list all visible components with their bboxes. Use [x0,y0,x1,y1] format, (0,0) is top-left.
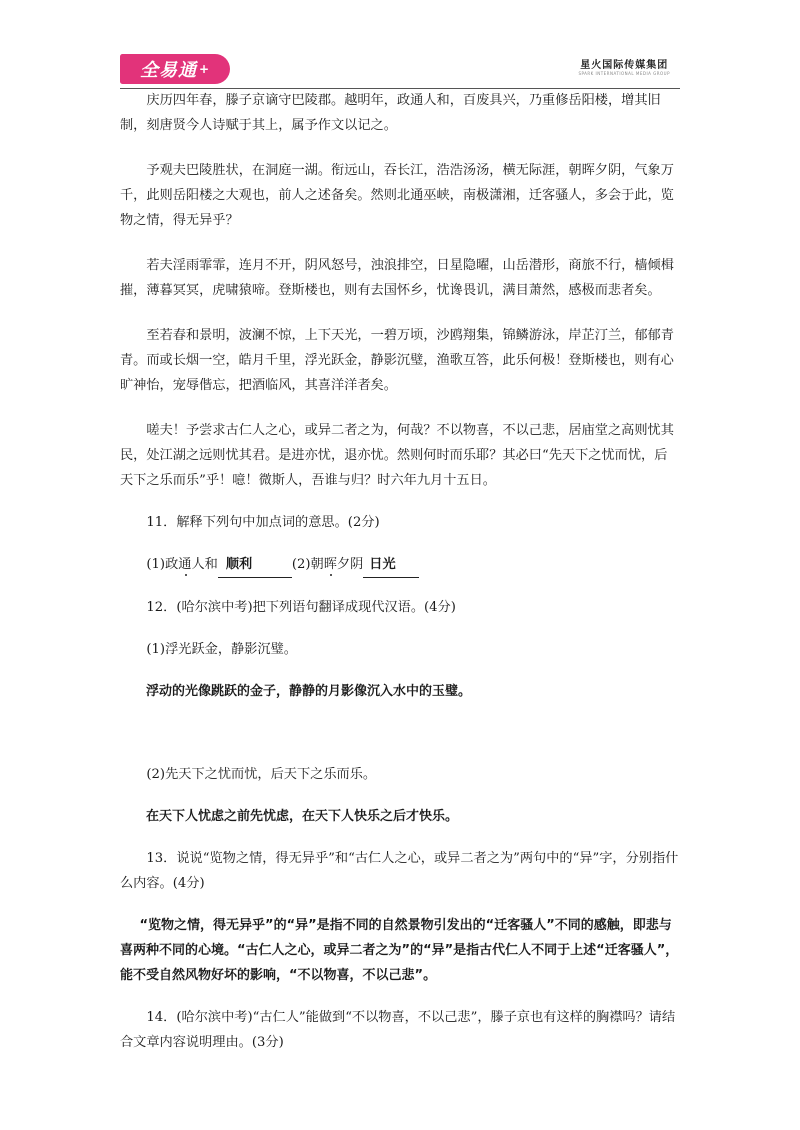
question-13-prompt: 13．说说“览物之情，得无异乎”和“古仁人之心，或异二者之为”两句中的“异”字，分别指什么内容。(4分) [120,851,679,891]
brand-logo [120,54,230,84]
q11-item1-dotted-word: 通 [178,557,192,572]
publisher-name: 星火国际传媒集团 [580,60,669,71]
question-13-answer: “览物之情，得无异乎”的“异”是指不同的自然景物引发出的“迁客骚人”不同的感触，即悲与喜两种不同的心境。“古仁人之心，或异二者之为”的“异”是指古代仁人不同于上述“迁客骚人”，能不受自然风物好坏的影响，“不以物喜，不以己悲”。 [120,918,679,983]
passage-paragraph-3: 若夫淫雨霏霏，连月不开，阴风怒号，浊浪排空，日星隐曜，山岳潜形，商旅不行，樯倾楫摧，薄暮冥冥，虎啸猿啼。登斯楼也，则有去国怀乡，忧谗畏讥，满目萧然，感极而悲者矣。 [120,258,674,298]
passage-paragraph-4: 至若春和景明，波澜不惊，上下天光，一碧万顷，沙鸥翔集，锦鳞游泳，岸芷汀兰，郁郁青青。而或长烟一空，皓月千里，浮光跃金，静影沉璧，渔歌互答，此乐何极！登斯楼也，则有心旷神怡，宠辱偕忘，把酒临风，其喜洋洋者矣。 [120,328,674,393]
passage-paragraph-2: 予观夫巴陵胜状，在洞庭一湖。衔远山，吞长江，浩浩汤汤，横无际涯，朝晖夕阴，气象万千，此则岳阳楼之大观也，前人之述备矣。然则北通巫峡，南极潇湘，迁客骚人，多会于此，览物之情，得无异乎？ [120,163,674,228]
q11-item1-post: 人和 [191,557,218,572]
logo-plus: + [198,62,211,76]
logo-text: 全易通 [139,60,197,81]
q11-item2-pre: (2)朝 [291,557,324,572]
question-12-answer-1: 浮动的光像跳跃的金子，静静的月影像沉入水中的玉璧。 [146,684,472,699]
q11-answer-2: 日光 [363,552,419,578]
question-12-sub-1: (1)浮光跃金，静影沉璧。 [146,642,297,657]
publisher-name-en: SPARK INTERNATIONAL MEDIA GROUP [578,71,670,76]
page-header [120,54,680,90]
q11-answer-1: 顺利 [218,552,292,578]
q11-item2-dotted-word: 晖 [323,557,337,572]
question-11-prompt: 11．解释下列句中加点词的意思。(2分) [146,515,380,530]
question-14-prompt: 14．(哈尔滨中考)“古仁人”能做到“不以物喜，不以己悲”，滕子京也有这样的胸襟吗？请结合文章内容说明理由。(3分) [120,1010,676,1050]
question-12-sub-2: (2)先天下之忧而忧，后天下之乐而乐。 [146,767,377,782]
question-11-items [120,552,680,578]
q11-item2-post: 夕阴 [336,557,364,572]
publisher-brand [578,56,670,76]
q11-item1-pre: (1)政 [146,557,179,572]
passage-paragraph-5: 嗟夫！予尝求古仁人之心，或异二者之为，何哉？不以物喜，不以己悲，居庙堂之高则忧其民，处江湖之远则忧其君。是进亦忧，退亦忧。然则何时而乐耶？其必曰“先天下之忧而忧，后天下之乐而乐”乎！噫！微斯人，吾谁与归？时六年九月十五日。 [120,423,674,488]
question-12-answer-2: 在天下人忧虑之前先忧虑，在天下人快乐之后才快乐。 [146,809,459,824]
passage-paragraph-1: 庆历四年春，滕子京谪守巴陵郡。越明年，政通人和，百废具兴，乃重修岳阳楼，增其旧制，刻唐贤今人诗赋于其上，属予作文以记之。 [120,93,661,133]
question-12-prompt: 12．(哈尔滨中考)把下列语句翻译成现代汉语。(4分) [146,600,456,615]
document-body [120,88,680,1055]
